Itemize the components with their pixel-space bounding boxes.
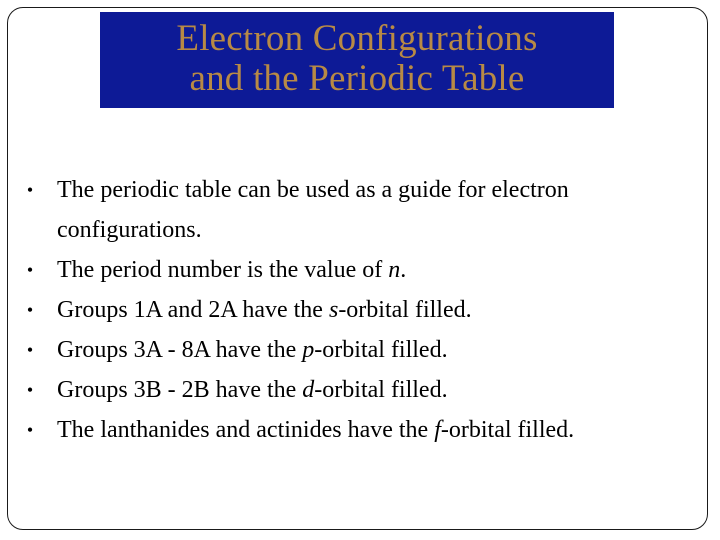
slide-title-line-2: and the Periodic Table: [189, 58, 525, 99]
bullet-item: [20, 170, 700, 250]
bullet-text: The lanthanides and actinides have the f-orbital filled.: [57, 417, 575, 443]
bullet-icon: •: [26, 300, 34, 320]
bullet-text: Groups 3B - 2B have the d-orbital filled.: [57, 377, 448, 403]
slide-title-box: [100, 12, 614, 108]
bullet-text: The periodic table can be used as a guide for electron configurations.: [57, 177, 569, 243]
slide-title-line-1: Electron Configurations: [176, 18, 538, 59]
bullet-icon: •: [26, 380, 34, 400]
bullet-icon: •: [26, 340, 34, 360]
bullet-icon: •: [26, 420, 34, 440]
bullet-icon: •: [26, 180, 34, 200]
bullet-item: [20, 290, 700, 330]
bullet-text: The period number is the value of n.: [57, 257, 407, 283]
bullet-item: [20, 410, 700, 450]
bullet-item: [20, 250, 700, 290]
bullet-text: Groups 1A and 2A have the s-orbital filled.: [57, 297, 472, 323]
bullet-item: [20, 330, 700, 370]
bullet-text: Groups 3A - 8A have the p-orbital filled.: [57, 337, 448, 363]
bullet-icon: •: [26, 260, 34, 280]
bullet-list: [20, 170, 700, 450]
bullet-item: [20, 370, 700, 410]
